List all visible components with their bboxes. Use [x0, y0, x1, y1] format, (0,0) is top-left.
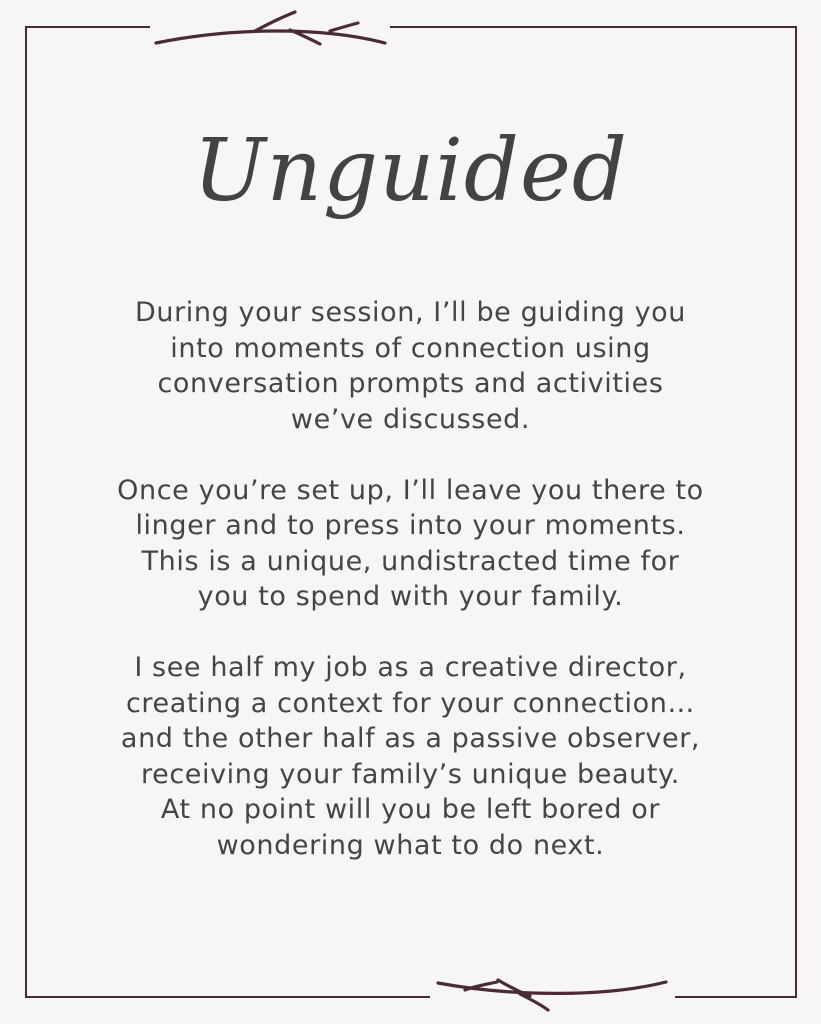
text-line: linger and to press into your moments. [135, 510, 686, 541]
paragraph-role [60, 650, 761, 863]
text-line: conversation prompts and activities [157, 368, 664, 399]
body-text [60, 295, 761, 899]
text-line: Once you’re set up, I’ll leave you there to [117, 474, 704, 506]
text-line: receiving your family’s unique beauty. [141, 758, 680, 790]
text-line: into moments of connection using [170, 332, 651, 364]
text-line: During your session, I’ll be guiding you [134, 297, 687, 328]
text-line: I see half my job as a creative director, [134, 652, 687, 683]
top-branch-ornament-icon [156, 12, 385, 44]
bottom-branch-ornament-icon [438, 980, 666, 1010]
paragraph-session [60, 295, 761, 437]
text-line: This is a unique, undistracted time for [141, 545, 680, 577]
text-line: and the other half as a passive observer, [120, 723, 701, 754]
text-line: creating a context for your connection… [125, 687, 696, 719]
text-line: you to spend with your family. [197, 581, 624, 612]
text-line: At no point will you be left bored or [160, 794, 661, 825]
page-title: Unguided [193, 121, 628, 221]
paragraph-setup [60, 473, 761, 615]
text-line: we’ve discussed. [290, 403, 531, 435]
text-line: wondering what to do next. [216, 829, 605, 861]
